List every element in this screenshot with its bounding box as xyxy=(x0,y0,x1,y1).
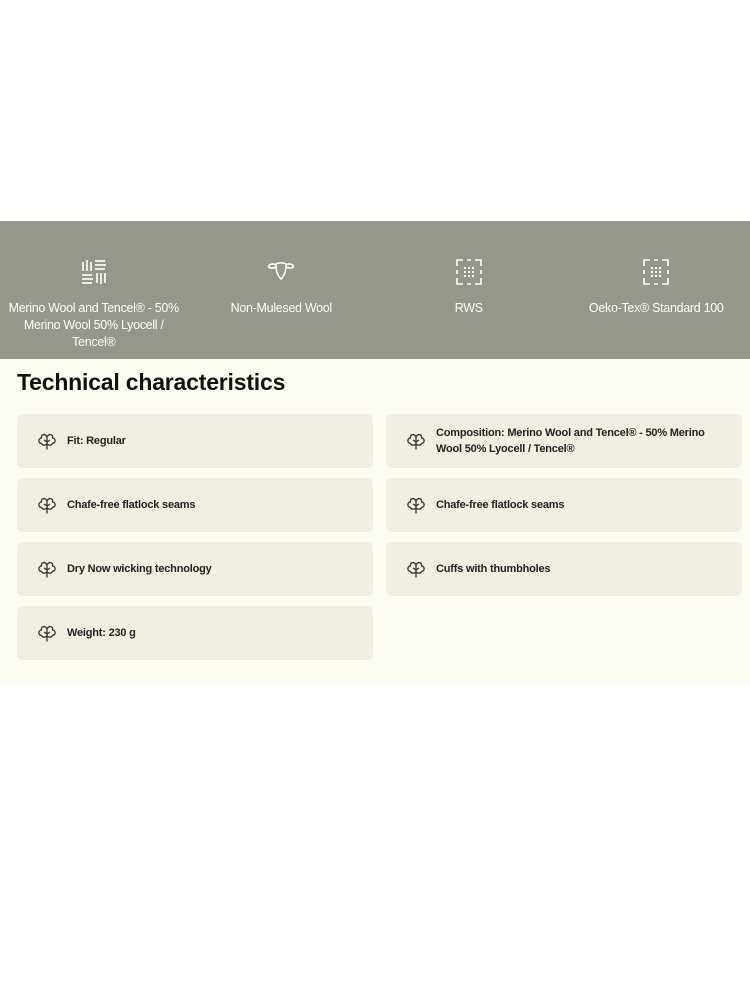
cotton-flower-icon xyxy=(406,495,426,515)
characteristic-card xyxy=(17,542,373,596)
technical-characteristics-section xyxy=(0,359,750,685)
cotton-flower-icon xyxy=(37,559,57,579)
characteristic-text: Cuffs with thumbholes xyxy=(436,563,551,575)
feature-oeko-tex xyxy=(563,221,750,359)
certification-grid-icon xyxy=(642,258,670,286)
characteristic-card xyxy=(386,478,742,532)
characteristic-text: Fit: Regular xyxy=(67,435,126,447)
woven-fabric-icon xyxy=(80,258,108,286)
characteristic-text: Chafe-free flatlock seams xyxy=(67,499,196,511)
cotton-flower-icon xyxy=(37,495,57,515)
characteristic-text: Dry Now wicking technology xyxy=(67,563,212,575)
characteristic-text: Composition: Merino Wool and Tencel® - 50% Merino Wool 50% Lyocell / Tencel® xyxy=(436,427,705,455)
feature-label: Oeko-Tex® Standard 100 xyxy=(588,301,724,315)
cotton-flower-icon xyxy=(37,623,57,643)
feature-label: Merino Wool and Tencel® - 50% Merino Wool 50% Lyocell / Tencel® xyxy=(8,301,179,349)
feature-label: Non-Mulesed Wool xyxy=(230,301,332,315)
characteristic-text: Weight: 230 g xyxy=(67,627,136,639)
characteristic-card xyxy=(17,606,373,660)
feature-wool xyxy=(188,221,376,359)
certification-grid-icon xyxy=(455,258,483,286)
cotton-flower-icon xyxy=(406,559,426,579)
characteristic-card xyxy=(17,414,373,468)
cotton-flower-icon xyxy=(406,431,426,451)
characteristic-card xyxy=(386,414,742,468)
characteristic-text: Chafe-free flatlock seams xyxy=(436,499,565,511)
features-band xyxy=(0,221,750,359)
section-title: Technical characteristics xyxy=(17,369,286,395)
feature-label: RWS xyxy=(454,301,483,315)
characteristic-card xyxy=(386,542,742,596)
cotton-flower-icon xyxy=(37,431,57,451)
feature-rws xyxy=(375,221,563,359)
feature-material xyxy=(0,221,188,359)
sheep-icon xyxy=(267,258,295,286)
characteristic-card xyxy=(17,478,373,532)
